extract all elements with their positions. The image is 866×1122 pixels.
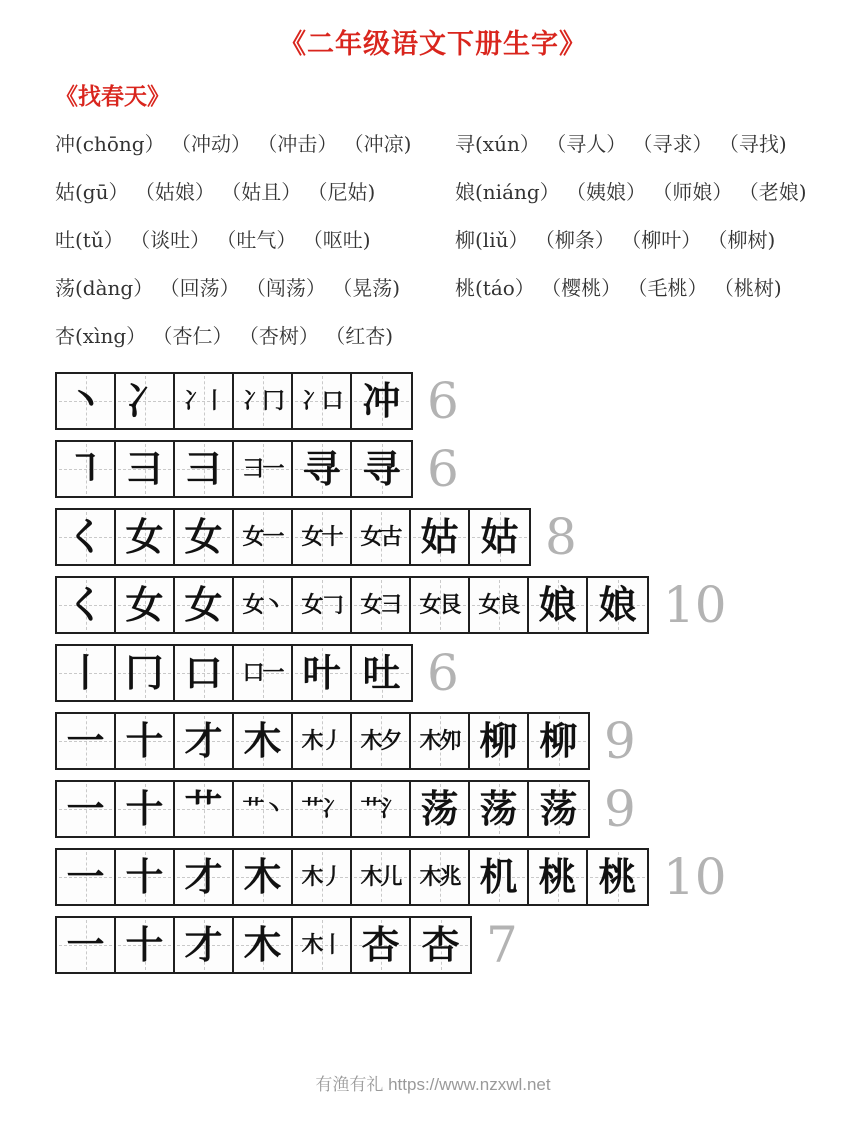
stroke-cell bbox=[293, 578, 352, 632]
stroke-step-glyph: 木夕 bbox=[360, 728, 401, 754]
stroke-step-glyph: 木兆 bbox=[419, 864, 460, 890]
stroke-step-glyph: 冫冂 bbox=[242, 388, 283, 414]
stroke-cell bbox=[57, 374, 116, 428]
stroke-step-glyph: 一 bbox=[66, 786, 105, 831]
stroke-cell bbox=[352, 850, 411, 904]
stroke-step-glyph: 口一 bbox=[242, 660, 283, 686]
word-line: 杏(xìng） （杏仁） （杏树） （红杏) bbox=[55, 324, 394, 348]
stroke-cell bbox=[175, 578, 234, 632]
stroke-step-glyph: 木 bbox=[243, 854, 282, 899]
stroke-step-glyph: 十 bbox=[125, 786, 164, 831]
stroke-cell bbox=[57, 850, 116, 904]
stroke-step-glyph: 女古 bbox=[360, 524, 401, 550]
stroke-row-cells bbox=[55, 916, 472, 974]
stroke-cell bbox=[411, 510, 470, 564]
stroke-cell bbox=[293, 782, 352, 836]
stroke-cell bbox=[411, 918, 470, 972]
stroke-row-6 bbox=[55, 712, 727, 770]
stroke-order-grid bbox=[55, 372, 727, 984]
footer-credit: 有渔有礼 https://www.nzxwl.net bbox=[315, 1075, 551, 1094]
stroke-step-glyph: 才 bbox=[184, 718, 223, 763]
stroke-cell bbox=[411, 850, 470, 904]
stroke-cell bbox=[116, 578, 175, 632]
stroke-row-7 bbox=[55, 780, 727, 838]
stroke-cell bbox=[352, 510, 411, 564]
stroke-step-glyph: 寻 bbox=[362, 446, 401, 491]
stroke-step-glyph: 女十 bbox=[301, 524, 342, 550]
stroke-step-glyph: 一 bbox=[66, 718, 105, 763]
stroke-cell bbox=[234, 510, 293, 564]
stroke-step-glyph: 木儿 bbox=[360, 864, 401, 890]
stroke-cell bbox=[411, 714, 470, 768]
word-line: 寻(xún） （寻人） （寻求） （寻找) bbox=[455, 132, 787, 156]
stroke-step-glyph: 杏 bbox=[361, 922, 400, 967]
stroke-step-glyph: 桃 bbox=[598, 854, 637, 899]
stroke-step-glyph: 姑 bbox=[420, 514, 459, 559]
stroke-cell bbox=[470, 850, 529, 904]
stroke-cell bbox=[411, 782, 470, 836]
stroke-row-3 bbox=[55, 508, 727, 566]
stroke-cell bbox=[411, 578, 470, 632]
stroke-step-glyph: 姑 bbox=[480, 514, 519, 559]
stroke-step-glyph: 艹氵 bbox=[360, 796, 401, 822]
stroke-step-glyph: 冂 bbox=[125, 650, 164, 695]
stroke-cell bbox=[529, 850, 588, 904]
stroke-cell bbox=[234, 782, 293, 836]
stroke-cell bbox=[234, 374, 293, 428]
stroke-step-glyph: 叶 bbox=[302, 650, 341, 695]
stroke-cell bbox=[529, 714, 588, 768]
stroke-step-glyph: 十 bbox=[125, 718, 164, 763]
stroke-row-cells bbox=[55, 508, 531, 566]
stroke-step-glyph: 艹冫 bbox=[301, 796, 342, 822]
stroke-cell bbox=[116, 850, 175, 904]
stroke-count-label: 7 bbox=[486, 916, 518, 974]
stroke-cell bbox=[293, 918, 352, 972]
stroke-row-cells bbox=[55, 848, 649, 906]
stroke-count-label: 9 bbox=[604, 780, 636, 838]
stroke-cell bbox=[352, 782, 411, 836]
stroke-step-glyph: 丨 bbox=[66, 650, 105, 695]
stroke-step-glyph: 荡 bbox=[539, 786, 578, 831]
stroke-step-glyph: 荡 bbox=[479, 786, 518, 831]
stroke-cell bbox=[175, 782, 234, 836]
stroke-cell bbox=[588, 850, 647, 904]
stroke-step-glyph: 女 bbox=[184, 582, 223, 627]
stroke-row-2 bbox=[55, 440, 727, 498]
stroke-step-glyph: 彐一 bbox=[242, 456, 283, 482]
stroke-step-glyph: 木 bbox=[243, 718, 282, 763]
stroke-row-8 bbox=[55, 848, 727, 906]
stroke-cell bbox=[352, 918, 411, 972]
stroke-step-glyph: 木丨 bbox=[301, 932, 342, 958]
stroke-step-glyph: 木夘 bbox=[419, 728, 460, 754]
stroke-step-glyph: 柳 bbox=[539, 718, 578, 763]
stroke-step-glyph: 冫丨 bbox=[183, 388, 224, 414]
stroke-cell bbox=[352, 578, 411, 632]
stroke-count-label: 6 bbox=[427, 440, 459, 498]
stroke-cell bbox=[175, 510, 234, 564]
stroke-count-label: 9 bbox=[604, 712, 636, 770]
word-line: 吐(tǔ） （谈吐） （吐气） （呕吐) bbox=[55, 228, 371, 252]
stroke-step-glyph: 木丿 bbox=[301, 864, 342, 890]
stroke-cell bbox=[293, 442, 352, 496]
page-title: 《二年级语文下册生字》 bbox=[279, 29, 587, 60]
stroke-cell bbox=[293, 714, 352, 768]
stroke-step-glyph: 一 bbox=[66, 854, 105, 899]
stroke-cell bbox=[57, 782, 116, 836]
lesson-title: 《找春天》 bbox=[55, 83, 170, 110]
stroke-step-glyph: 木丿 bbox=[301, 728, 342, 754]
stroke-step-glyph: 女 bbox=[125, 514, 164, 559]
stroke-row-4 bbox=[55, 576, 727, 634]
word-line: 冲(chōng） （冲动） （冲击） （冲凉) bbox=[55, 132, 412, 156]
stroke-step-glyph: 木 bbox=[243, 922, 282, 967]
stroke-cell bbox=[234, 646, 293, 700]
stroke-step-glyph: 荡 bbox=[420, 786, 459, 831]
word-line: 桃(táo） （樱桃） （毛桃） （桃树) bbox=[455, 276, 782, 300]
stroke-cell bbox=[175, 442, 234, 496]
word-list-left-column bbox=[55, 120, 455, 360]
stroke-step-glyph: 一 bbox=[66, 922, 105, 967]
stroke-row-cells bbox=[55, 712, 590, 770]
stroke-step-glyph: 娘 bbox=[598, 582, 637, 627]
stroke-cell bbox=[116, 442, 175, 496]
stroke-cell bbox=[175, 374, 234, 428]
stroke-cell bbox=[234, 714, 293, 768]
stroke-cell bbox=[470, 578, 529, 632]
stroke-step-glyph: 桃 bbox=[538, 854, 577, 899]
word-line: 娘(niáng） （姨娘） （师娘） （老娘) bbox=[455, 180, 807, 204]
stroke-cell bbox=[352, 374, 411, 428]
stroke-step-glyph: 女良 bbox=[478, 592, 519, 618]
word-line: 柳(liǔ） （柳条） （柳叶） （柳树) bbox=[455, 228, 776, 252]
stroke-step-glyph: 才 bbox=[184, 922, 223, 967]
stroke-cell bbox=[175, 714, 234, 768]
stroke-step-glyph: く bbox=[66, 582, 105, 627]
stroke-cell bbox=[57, 510, 116, 564]
stroke-step-glyph: 寻 bbox=[302, 446, 341, 491]
stroke-step-glyph: 柳 bbox=[479, 718, 518, 763]
stroke-step-glyph: 艹丶 bbox=[242, 796, 283, 822]
stroke-step-glyph: 冫口 bbox=[301, 388, 342, 414]
stroke-count-label: 10 bbox=[663, 848, 727, 906]
stroke-step-glyph: 艹 bbox=[184, 786, 223, 831]
stroke-cell bbox=[293, 850, 352, 904]
stroke-cell bbox=[352, 442, 411, 496]
stroke-step-glyph: 吐 bbox=[362, 650, 401, 695]
stroke-count-label: 6 bbox=[427, 644, 459, 702]
stroke-cell bbox=[116, 646, 175, 700]
stroke-step-glyph: 女彐 bbox=[360, 592, 401, 618]
stroke-row-9 bbox=[55, 916, 727, 974]
stroke-step-glyph: 十 bbox=[125, 854, 164, 899]
stroke-cell bbox=[470, 782, 529, 836]
stroke-row-cells bbox=[55, 576, 649, 634]
stroke-count-label: 8 bbox=[545, 508, 577, 566]
stroke-row-cells bbox=[55, 780, 590, 838]
stroke-step-glyph: 女𠃌 bbox=[301, 592, 342, 618]
stroke-step-glyph: 十 bbox=[125, 922, 164, 967]
stroke-cell bbox=[116, 918, 175, 972]
stroke-cell bbox=[116, 510, 175, 564]
stroke-cell bbox=[293, 646, 352, 700]
word-line: 荡(dàng） （回荡） （闯荡） （晃荡) bbox=[55, 276, 401, 300]
stroke-row-cells bbox=[55, 372, 413, 430]
stroke-cell bbox=[57, 918, 116, 972]
stroke-count-label: 10 bbox=[663, 576, 727, 634]
stroke-step-glyph: 女 bbox=[184, 514, 223, 559]
stroke-cell bbox=[57, 578, 116, 632]
stroke-cell bbox=[57, 442, 116, 496]
stroke-cell bbox=[175, 646, 234, 700]
stroke-cell bbox=[116, 782, 175, 836]
stroke-cell bbox=[470, 510, 529, 564]
stroke-cell bbox=[352, 646, 411, 700]
stroke-cell bbox=[234, 850, 293, 904]
word-list-right-column bbox=[455, 120, 855, 312]
stroke-step-glyph: 丶 bbox=[66, 378, 105, 423]
stroke-step-glyph: 冫 bbox=[125, 378, 164, 423]
stroke-step-glyph: 冲 bbox=[362, 378, 401, 423]
stroke-step-glyph: 娘 bbox=[538, 582, 577, 627]
stroke-cell bbox=[175, 850, 234, 904]
stroke-cell bbox=[116, 714, 175, 768]
stroke-step-glyph: 彐 bbox=[184, 446, 223, 491]
stroke-cell bbox=[116, 374, 175, 428]
stroke-cell bbox=[234, 578, 293, 632]
stroke-step-glyph: 口 bbox=[184, 650, 223, 695]
stroke-cell bbox=[234, 442, 293, 496]
stroke-row-cells bbox=[55, 644, 413, 702]
stroke-step-glyph: 才 bbox=[184, 854, 223, 899]
stroke-step-glyph: く bbox=[66, 514, 105, 559]
stroke-cell bbox=[293, 374, 352, 428]
stroke-cell bbox=[470, 714, 529, 768]
stroke-cell bbox=[352, 714, 411, 768]
stroke-cell bbox=[234, 918, 293, 972]
stroke-step-glyph: 女丶 bbox=[242, 592, 283, 618]
stroke-step-glyph: 女 bbox=[125, 582, 164, 627]
stroke-row-cells bbox=[55, 440, 413, 498]
stroke-step-glyph: ⺕ bbox=[125, 446, 164, 491]
stroke-cell bbox=[293, 510, 352, 564]
stroke-row-1 bbox=[55, 372, 727, 430]
stroke-cell bbox=[588, 578, 647, 632]
stroke-step-glyph: 女艮 bbox=[419, 592, 460, 618]
stroke-step-glyph: 杏 bbox=[421, 922, 460, 967]
stroke-step-glyph: 机 bbox=[479, 854, 518, 899]
stroke-cell bbox=[529, 578, 588, 632]
stroke-row-5 bbox=[55, 644, 727, 702]
stroke-cell bbox=[529, 782, 588, 836]
stroke-step-glyph: 女一 bbox=[242, 524, 283, 550]
stroke-cell bbox=[175, 918, 234, 972]
stroke-cell bbox=[57, 714, 116, 768]
word-line: 姑(gū） （姑娘） （姑且） （尼姑) bbox=[55, 180, 376, 204]
stroke-count-label: 6 bbox=[427, 372, 459, 430]
stroke-cell bbox=[57, 646, 116, 700]
stroke-step-glyph: ㇕ bbox=[66, 446, 105, 491]
